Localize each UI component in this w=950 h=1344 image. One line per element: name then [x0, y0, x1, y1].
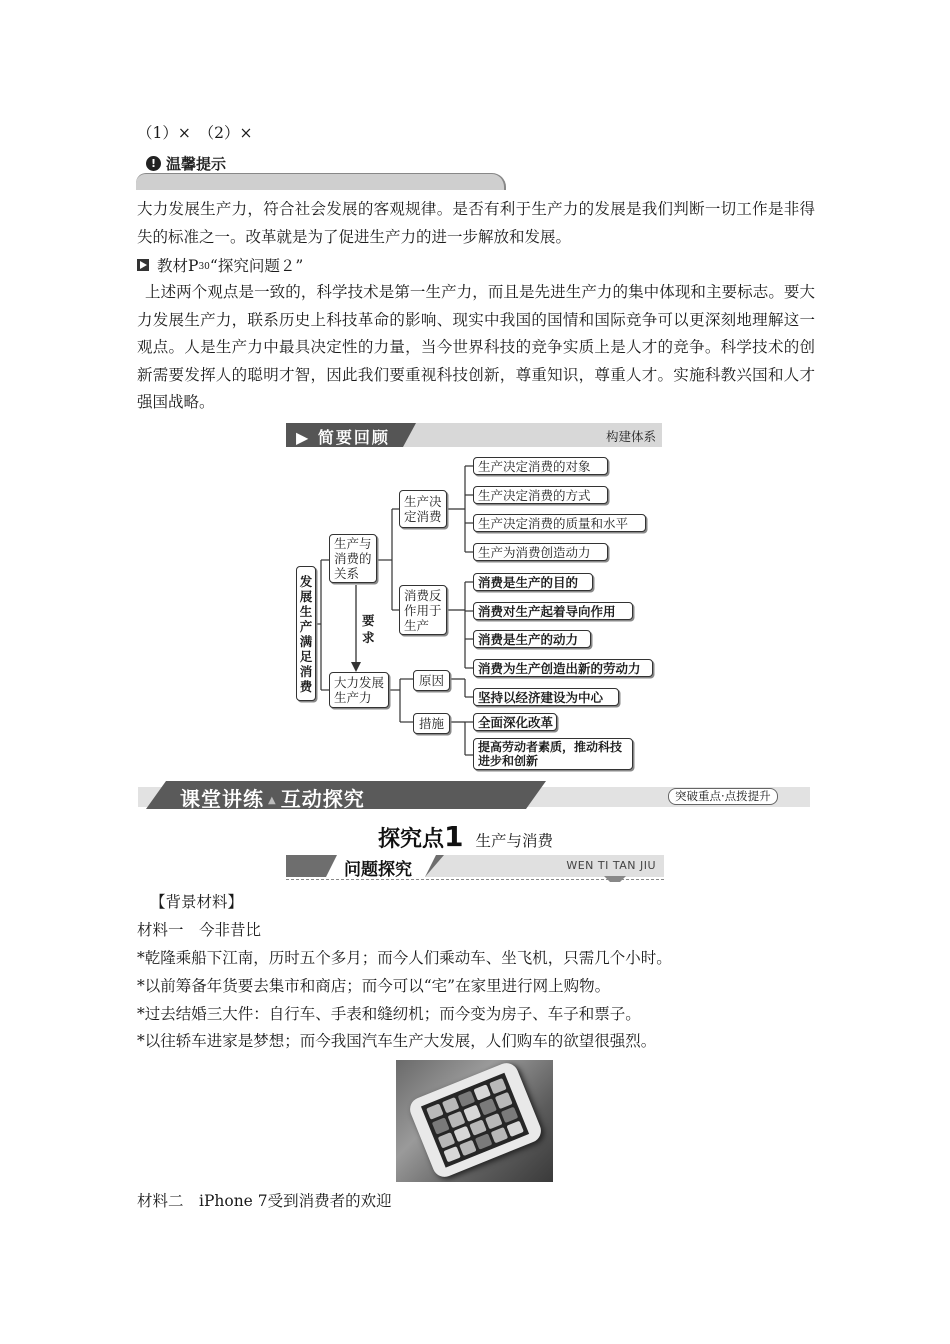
question-banner-title: 问题探究 — [344, 860, 412, 880]
material1-item-1: *乾隆乘船下江南，历时五个多月；而今人们乘动车、坐飞机，只需几个小时。 — [137, 949, 672, 967]
background-heading: 【背景材料】 — [150, 893, 244, 911]
material2-caption: 材料二 iPhone 7受到消费者的欢迎 — [137, 1192, 392, 1210]
diagram-reacts-item-1: 消费是生产的目的 — [473, 573, 593, 591]
diagram-reacts: 消费反作用于生产 — [399, 585, 447, 635]
diagram-measure-item-2: 提高劳动者素质，推动科技进步和创新 — [473, 738, 633, 770]
question-banner — [286, 855, 664, 885]
tip-title: 温馨提示 — [166, 155, 227, 173]
diagram-measure-item-1: 全面深化改革 — [473, 713, 557, 731]
class-banner-title: 课堂讲练 ▲ 互动探究 — [180, 787, 365, 811]
diagram-decides-item-1: 生产决定消费的对象 — [473, 457, 608, 475]
explore-number: 1 — [444, 820, 464, 853]
diagram-measures: 措施 — [413, 713, 450, 734]
review-right: 构建体系 — [605, 429, 656, 444]
diagram-root: 发展生产满足消费 — [296, 566, 316, 701]
explanation-text: 上述两个观点是一致的，科学技术是第一生产力，而且是先进生产力的集中体现和主要标志。要大力发展生产力，联系历史上科技革命的影响、现实中我国的国情和国际竞争可以更深刻地理解这一观点。人是生产力中最具决定性的力量，当今世界科技的竞争实质上是人才的竞争。科学技术的创新需要发挥人的聪明才智，因此我们要重视科技创新，尊重知识，尊重人才。实施科教兴国和人才强国战略。 — [137, 283, 815, 411]
diagram-decides-item-3: 生产决定消费的质量和水平 — [473, 514, 646, 532]
diagram-reason: 原因 — [413, 670, 450, 691]
class-banner — [138, 781, 810, 809]
diagram-reacts-item-4: 消费为生产创造出新的劳动力 — [473, 659, 653, 677]
chevron-down-icon — [604, 876, 626, 888]
explore-label: 探究点 — [378, 827, 445, 852]
diagram-decides: 生产决定消费 — [399, 490, 447, 528]
diagram-decides-item-4: 生产为消费创造动力 — [473, 543, 608, 561]
diagram-reacts-item-2: 消费对生产起着导向作用 — [473, 602, 633, 620]
diagram-decides-item-2: 生产决定消费的方式 — [473, 486, 608, 504]
answer-line: （1）× （2）× — [137, 124, 253, 142]
diagram-develop: 大力发展生产力 — [329, 672, 389, 708]
explore-title: 生产与消费 — [475, 832, 554, 850]
tip-text: 大力发展生产力，符合社会发展的客观规律。是否有利于生产力的发展是我们判断一切工作是非得失的标准之一。改革就是为了促进生产力的进一步解放和发展。 — [137, 200, 815, 246]
diagram-relation: 生产与消费的关系 — [329, 534, 377, 583]
triangle-icon: ▲ — [268, 795, 277, 806]
review-title: ▶ 简要回顾 — [296, 428, 390, 447]
class-banner-tag: 突破重点·点拨提升 — [668, 788, 778, 805]
question-banner-pinyin: WEN TI TAN JIU — [566, 859, 656, 872]
diagram-require-label: 要求 — [362, 613, 375, 645]
phone-icon — [406, 1060, 544, 1180]
material1-item-3: *过去结婚三大件：自行车、手表和缝纫机；而今变为房子、车子和票子。 — [137, 1005, 641, 1023]
diagram-reacts-item-3: 消费是生产的动力 — [473, 630, 591, 648]
source-page: 30 — [198, 262, 210, 272]
source-suffix: “探究问题２” — [209, 257, 304, 275]
exclamation-icon: ! — [146, 156, 161, 171]
material1-item-4: *以往轿车进家是梦想；而今我国汽车生产大发展，人们购车的欲望很强烈。 — [137, 1032, 657, 1050]
diagram-reason-item: 坚持以经济建设为中心 — [473, 688, 619, 706]
material1-item-2: *以前筹备年货要去集市和商店；而今可以“宅”在家里进行网上购物。 — [137, 977, 611, 995]
material1-title: 材料一 今非昔比 — [137, 921, 262, 939]
phone-photo — [396, 1060, 553, 1182]
source-prefix: 教材P — [157, 257, 199, 275]
explore-point-heading — [378, 820, 553, 853]
